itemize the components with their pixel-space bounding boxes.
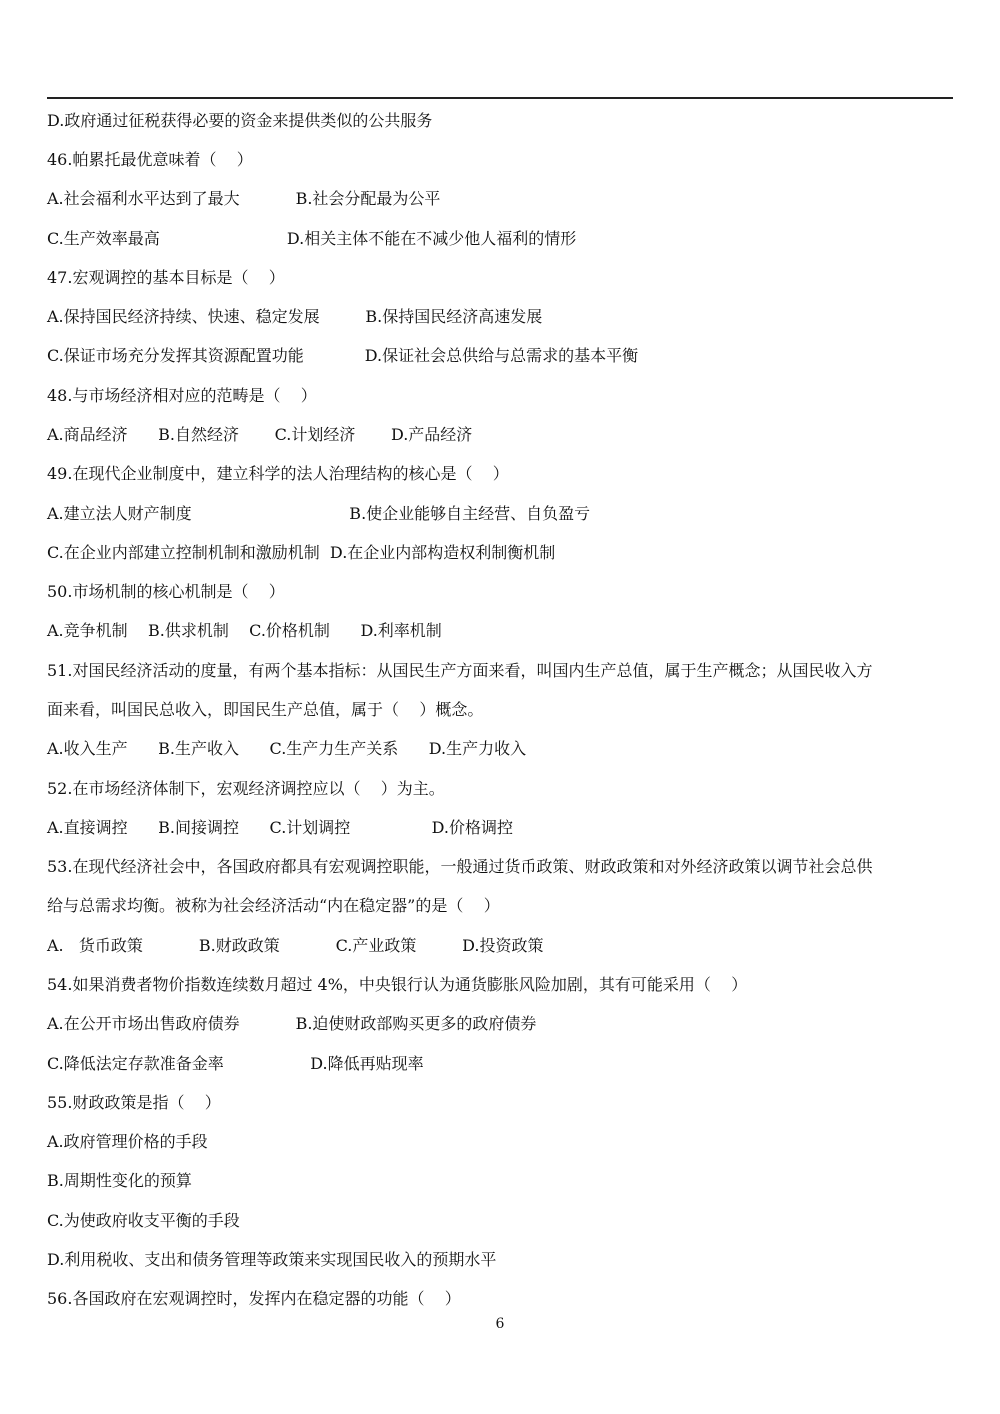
options-47-cd: C.保证市场充分发挥其资源配置功能 D.保证社会总供给与总需求的基本平衡	[47, 346, 639, 365]
question-53: 53.在现代经济社会中，各国政府都具有宏观调控职能，一般通过货币政策、财政政策和对外经济政策以调节社会总供	[47, 857, 873, 876]
question-56: 56.各国政府在宏观调控时，发挥内在稳定器的功能（ ）	[47, 1289, 461, 1308]
option-55-b: B.周期性变化的预算	[47, 1171, 192, 1190]
options-47-ab: A.保持国民经济持续、快速、稳定发展 B.保持国民经济高速发展	[47, 307, 543, 326]
question-46: 46.帕累托最优意味着（ ）	[47, 150, 253, 169]
options-49-ab: A.建立法人财产制度 B.使企业能够自主经营、自负盈亏	[47, 504, 591, 523]
question-47: 47.宏观调控的基本目标是（ ）	[47, 268, 285, 287]
options-50: A.竞争机制 B.供求机制 C.价格机制 D.利率机制	[47, 621, 442, 640]
options-53: A. 货币政策 B.财政政策 C.产业政策 D.投资政策	[47, 936, 544, 955]
question-52: 52.在市场经济体制下，宏观经济调控应以（ ）为主。	[47, 779, 445, 798]
options-46-ab: A.社会福利水平达到了最大 B.社会分配最为公平	[47, 189, 441, 208]
options-46-cd: C.生产效率最高 D.相关主体不能在不减少他人福利的情形	[47, 229, 577, 248]
options-49-cd: C.在企业内部建立控制机制和激励机制 D.在企业内部构造权利制衡机制	[47, 543, 556, 562]
question-53-cont: 给与总需求均衡。被称为社会经济活动“内在稳定器”的是（ ）	[47, 896, 500, 915]
option-55-c: C.为使政府收支平衡的手段	[47, 1211, 240, 1230]
options-51: A.收入生产 B.生产收入 C.生产力生产关系 D.生产力收入	[47, 739, 527, 758]
options-54-cd: C.降低法定存款准备金率 D.降低再贴现率	[47, 1054, 424, 1073]
options-52: A.直接调控 B.间接调控 C.计划调控 D.价格调控	[47, 818, 513, 837]
question-49: 49.在现代企业制度中，建立科学的法人治理结构的核心是（ ）	[47, 464, 509, 483]
header-rule	[47, 97, 953, 99]
text-line: D.政府通过征税获得必要的资金来提供类似的公共服务	[47, 111, 433, 130]
options-48: A.商品经济 B.自然经济 C.计划经济 D.产品经济	[47, 425, 473, 444]
question-51-cont: 面来看，叫国民总收入，即国民生产总值，属于（ ）概念。	[47, 700, 484, 719]
option-55-a: A.政府管理价格的手段	[47, 1132, 208, 1151]
options-54-ab: A.在公开市场出售政府债券 B.迫使财政部购买更多的政府债券	[47, 1014, 537, 1033]
question-51: 51.对国民经济活动的度量，有两个基本指标：从国民生产方面来看，叫国内生产总值，属于生产概念；从国民收入方	[47, 661, 873, 680]
question-50: 50.市场机制的核心机制是（ ）	[47, 582, 285, 601]
page-number: 6	[495, 1316, 505, 1332]
question-54: 54.如果消费者物价指数连续数月超过 4%，中央银行认为通货膨胀风险加剧，其有可能采用（ ）	[47, 975, 748, 994]
question-55: 55.财政政策是指（ ）	[47, 1093, 221, 1112]
question-48: 48.与市场经济相对应的范畴是（ ）	[47, 386, 317, 405]
option-55-d: D.利用税收、支出和债务管理等政策来实现国民收入的预期水平	[47, 1250, 497, 1269]
